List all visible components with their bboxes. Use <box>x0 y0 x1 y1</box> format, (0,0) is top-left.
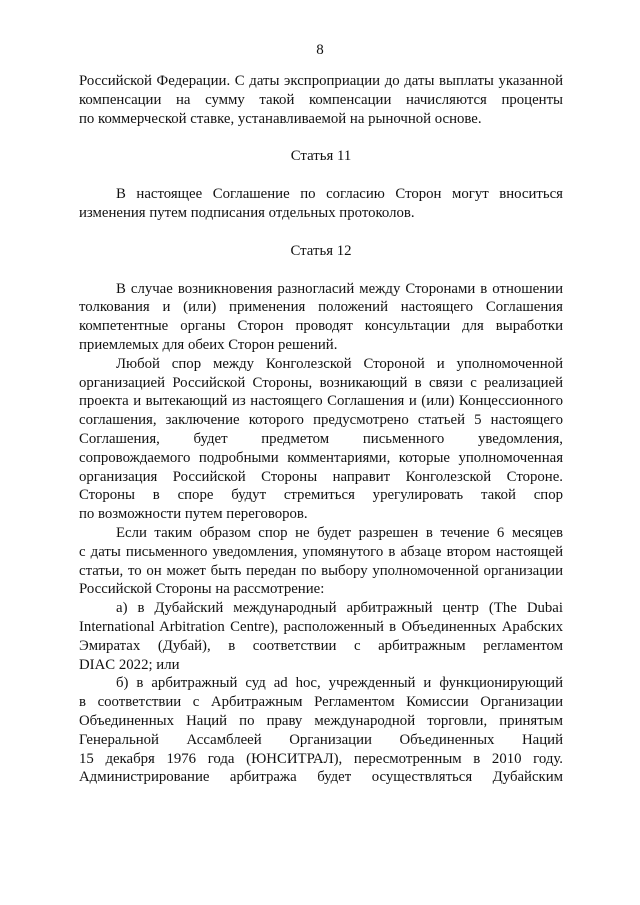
text-line: International Arbitration Centre), расположенный в Объединенных Арабских <box>79 618 563 635</box>
text-line: статьи, то он может быть передан по выбору уполномоченной организации <box>79 562 563 579</box>
text-line: а) в Дубайский международный арбитражный центр (The Dubai <box>116 600 563 617</box>
text-line: проекта и вытекающий из настоящего Соглашения и (или) Концессионного <box>79 393 563 410</box>
paragraph <box>79 524 563 599</box>
text-line: соглашения, заключение которого предусмотрено статьей 5 настоящего <box>79 412 563 429</box>
text-line: Стороны в споре будут стремиться урегулировать такой спор <box>79 487 563 504</box>
text-line: по возможности путем переговоров. <box>79 506 308 523</box>
document-body <box>79 72 563 787</box>
text-line: Объединенных Наций по праву международной торговли, принятым <box>79 712 563 729</box>
text-line: изменения путем подписания отдельных протоколов. <box>79 204 415 221</box>
spacer <box>79 128 563 147</box>
text-line: по коммерческой ставке, устанавливаемой на рыночной основе. <box>79 110 482 127</box>
spacer <box>79 261 563 280</box>
paragraph <box>79 72 563 128</box>
page-number: 8 <box>316 42 324 58</box>
article-heading: Статья 11 <box>290 148 352 165</box>
text-line: Любой спор между Конголезской Стороной и уполномоченной <box>116 355 563 372</box>
text-line: Российской Федерации. С даты экспроприации до даты выплаты указанной <box>79 73 563 89</box>
text-line: сопровождаемого подробными комментариями, которые уполномоченная <box>79 449 563 466</box>
text-line: В случае возникновения разногласий между Сторонами в отношении <box>116 280 563 297</box>
paragraph <box>79 185 563 223</box>
text-line: организацией Российской Стороны, возникающий в связи с реализацией <box>79 374 563 391</box>
paragraph <box>79 599 563 674</box>
text-line: Соглашения, будет предметом письменного уведомления, <box>79 430 563 447</box>
text-line: Администрирование арбитража будет осуществляться Дубайским <box>79 769 563 786</box>
paragraph <box>79 674 563 787</box>
text-line: организация Российской Стороны направит Конголезской Стороне. <box>79 468 563 485</box>
text-line: DIAC 2022; или <box>79 656 180 673</box>
text-line: в соответствии с Арбитражным Регламентом Комиссии Организации <box>79 694 563 711</box>
paragraph <box>79 355 563 524</box>
text-line: Генеральной Ассамблеей Организации Объединенных Наций <box>79 731 563 748</box>
text-line: Эмиратах (Дубай), в соответствии с арбитражным регламентом <box>79 637 563 654</box>
spacer <box>79 166 563 185</box>
article-heading: Статья 12 <box>290 242 352 259</box>
paragraph <box>79 280 563 355</box>
text-line: 15 декабря 1976 года (ЮНСИТРАЛ), пересмотренным в 2010 году. <box>79 750 563 767</box>
text-line: с даты письменного уведомления, упомянутого в абзаце втором настоящей <box>79 543 563 560</box>
text-line: толкования и (или) применения положений настоящего Соглашения <box>79 299 563 316</box>
text-line: б) в арбитражный суд ad hoc, учрежденный и функционирующий <box>116 675 563 692</box>
text-line: приемлемых для обеих Сторон решений. <box>79 336 338 353</box>
text-line: В настоящее Соглашение по согласию Сторон могут вноситься <box>116 186 563 203</box>
spacer <box>79 223 563 242</box>
text-line: Российской Стороны на рассмотрение: <box>79 581 325 598</box>
text-line: компенсации на сумму такой компенсации начисляются проценты <box>79 91 563 108</box>
text-line: компетентные органы Сторон проводят консультации для выработки <box>79 318 563 335</box>
text-line: Если таким образом спор не будет разрешен в течение 6 месяцев <box>116 524 563 541</box>
